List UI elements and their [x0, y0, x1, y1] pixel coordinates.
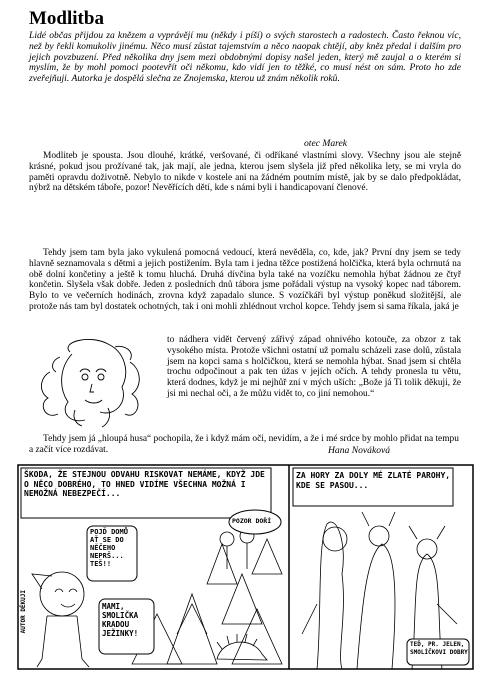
- paragraph-3: to nádhera vidět červený zářivý západ ohnivého kotouče, za obzor z tak vysokého místa. Protože všichni ostatní už pomalu scházeli zase dolů, zůstala jsem na kopci sama s holčičkou, která se nemohla hýbat. Snad jsem si chtěla trochu odpočinout a pak ten úžas v jejích očích. A tehdy pronesla tu větu, která dodnes, když je mi nejhůř zní v mých uších: „Bože já Ti tolik děkuji, že jsi mi nechal oči, a že můžu vidět to, co jiní nemohou.“: [167, 335, 461, 399]
- intro-paragraph: Lidé občas přijdou za knězem a vyprávějí mu (někdy i píší) o svých starostech a radostech. Často řeknou víc, než by řekli komukoliv jinému. Něco musí zůstat tajemstvím a něco naopak chtějí, aby kněz předal i dalším pro jejich povzbuzení. Před několika dny jsem mezi obdobnými dopisy našel jeden, který mě zaujal a o kterém si myslím, že by mohl pomoci pootevřít oči někomu, kdo vidí jen to těžké, co musí nést on sám. Proto ho zde zveřejňuji. Autorka je dospělá slečna ze Znojemska, kterou už znám několik roků.: [29, 30, 461, 85]
- girl-sketch-illustration: [30, 332, 155, 432]
- comic-caption-left: ŠKODA, ŽE STEJNOU ODVAHU RISKOVAT NEMÁME, KDYŽ JDE O NĚCO DOBRÉHO, TO HNED VIDÍME VŠECHNA MOŽNÁ I NEMOŽNÁ NEBEZPEČÍ...: [24, 470, 270, 499]
- page-title: Modlitba: [29, 8, 104, 29]
- author-name: Hana Nováková: [328, 445, 391, 456]
- comic-bubble-danger: POZOR DOŘÍ: [232, 517, 272, 525]
- paragraph-2: Tehdy jsem tam byla jako vykulená pomocná vedoucí, která nevěděla, co, kde, jak? První dny jsem se tedy hlavně seznamovala s dětmi a jejich postižením. Byla tam i jedna těžce postižená holčička, která byla ochrnutá na obě dolní končetiny a ještě k tomu hluchá. Druhá dívčina byla také na vozíčku nemohla hýbat žádnou ze čtyř končetin. Slyšela však dobře. Jeden z posledních dnů tábora jsme pořádali výstup na vysoký kopec nad táborem. Bylo to ve večerních hodinách, zrovna když zapadalo slunce. S vozíčkáři byl výstup poněkud složitější, ale protože nás tam byl dostatek ochotných, tak i oni mohli zhlédnout vrchol kopce. Tehdy jsem si sama říkala, jaká je: [29, 248, 461, 312]
- comic-caption-right: ZA HORY ZA DOLY MÉ ZLATÉ PAROHY, KDE SE PASOU...: [296, 471, 451, 490]
- comic-signature: AUTOR DĚKUJI: [20, 590, 27, 634]
- comic-bubble-mother: MAMI, SMOLIČKA KRADOU JEŽINKY!: [102, 602, 139, 638]
- intro-signature: otec Marek: [304, 138, 348, 149]
- comic-bubble-end: TEĎ, PR. JELEN, SMOLÍČKOVI DOBRY: [410, 641, 468, 656]
- paragraph-4: Tehdy jsem já „hloupá husa“ pochopila, že i když mám oči, nevidím, a že i mé srdce by mohlo přidat na tempu a začít více rozdávat.: [29, 434, 459, 455]
- paragraph-1: Modliteb je spousta. Jsou dlouhé, krátké, veršované, či odříkané vlastními slovy. Všechny jsou ale stejně krásné, pokud jsou prožívané tak, jak mají, ale jedna, kterou jsem slyšela již před několika lety, se mi vryla do paměti opravdu doživotně. Nebylo to nikde v kostele ani na žádném poutním místě, jak by se dalo předpokládat, nýbrž na dětském táboře, pozor! Nevěřících dětí, kde s námi byli i handicapovaní členové.: [29, 151, 461, 194]
- comic-bubble-child: POJĎ DOMŮ AŤ SE DO NĚČEHO NEPRŠ... TEŠ!!: [90, 528, 128, 568]
